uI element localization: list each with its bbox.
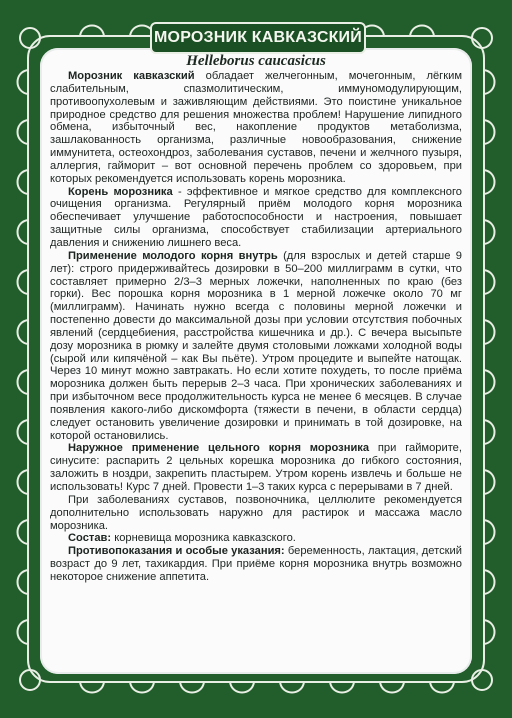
paragraph-root: Корень морозника - эффективное и мягкое средство для комплексного очищения организма. Регулярный приём молодого корня морозника обеспечивает улучшение работоспособности и настроения, повышает защитные силы организма, способствует стабилизации артериального давления и снижению лишнего веса. — [50, 185, 462, 249]
paragraph-joints: При заболеваниях суставов, позвоночника, целлюлите рекомендуется дополнительно использовать наружно для растирок и массажа масло морозника. — [50, 493, 462, 532]
paragraph-internal-use: Применение молодого корня внутрь (для взрослых и детей старше 9 лет): строго придерживайтесь дозировки в 50–200 миллиграмм в сутки, что составляет примерно 2/3–3 мерных ложечки, наполненных по краю (без горки). Вес порошка корня морозника в 1 мерной ложечке около 70 мг (миллиграмм). Начинать нужно всегда с половины мерной ложечки и постепенно довести до максимальной дозы при условии отсутствия побочных явлений (сердцебиения, расстройства кишечника и др.). С вечера высыпьте дозу морозника в рюмку и залейте двумя столовыми ложками холодной воды (сырой или кипячёной – как Вы пьёте). Утром процедите и выпейте натощак. Через 10 минут можно завтракать. Но если хотите похудеть, то после приёма морозника должен быть перерыв 2–3 часа. При хронических заболеваниях и при избыточном весе продолжительность курса не менее 6 месяцев. В случае появления какого-либо дискомфорта (тяжести в печени, в области сердца) следует остановить увеличение дозировки и принимать в той дозировке, на которой остановились. — [50, 249, 462, 442]
paragraph-contraindications: Противопоказания и особые указания: беременность, лактация, детский возраст до 9 лет, тахикардия. При приёме корня морозника внутрь возможно некоторое снижение аппетита. — [50, 545, 463, 583]
description-text — [50, 70, 462, 584]
paragraph-external-use: Наружное применение цельного корня морозника при гайморите, синусите: распарить 2 цельных корешка морозника до гибкого состояния, заложить в ноздри, закрепить пластырем. Утром корень извлечь и больше не использовать! Курс 7 дней. Провести 1–3 таких курса с перерывами в 7 дней. — [50, 442, 462, 493]
latin-name: Helleborus caucasicus — [186, 53, 326, 69]
title-banner — [150, 22, 366, 54]
page-title: МОРОЗНИК КАВКАЗСКИЙ — [154, 29, 362, 46]
paragraph-composition: Состав: корневища морозника кавказского. — [68, 532, 296, 545]
paragraph-properties: Морозник кавказский обладает желчегонным, мочегонным, лёгким слабительным, спазмолитическим, иммуномодулирующим, противоопухолевым и заживляющим действиями. Это поистине уникальное природное средство для решения множества проблем! Нарушение липидного обмена, избыточный вес, накопление продуктов метаболизма, зашлакованность организма, различные новообразования, снижение иммунитета, остеохондроз, заболевания суставов, печени и желчного пузыря, аллергия, гайморит – вот основной перечень проблем со здоровьем, при которых рекомендуется использовать корень морозника. — [50, 70, 462, 185]
